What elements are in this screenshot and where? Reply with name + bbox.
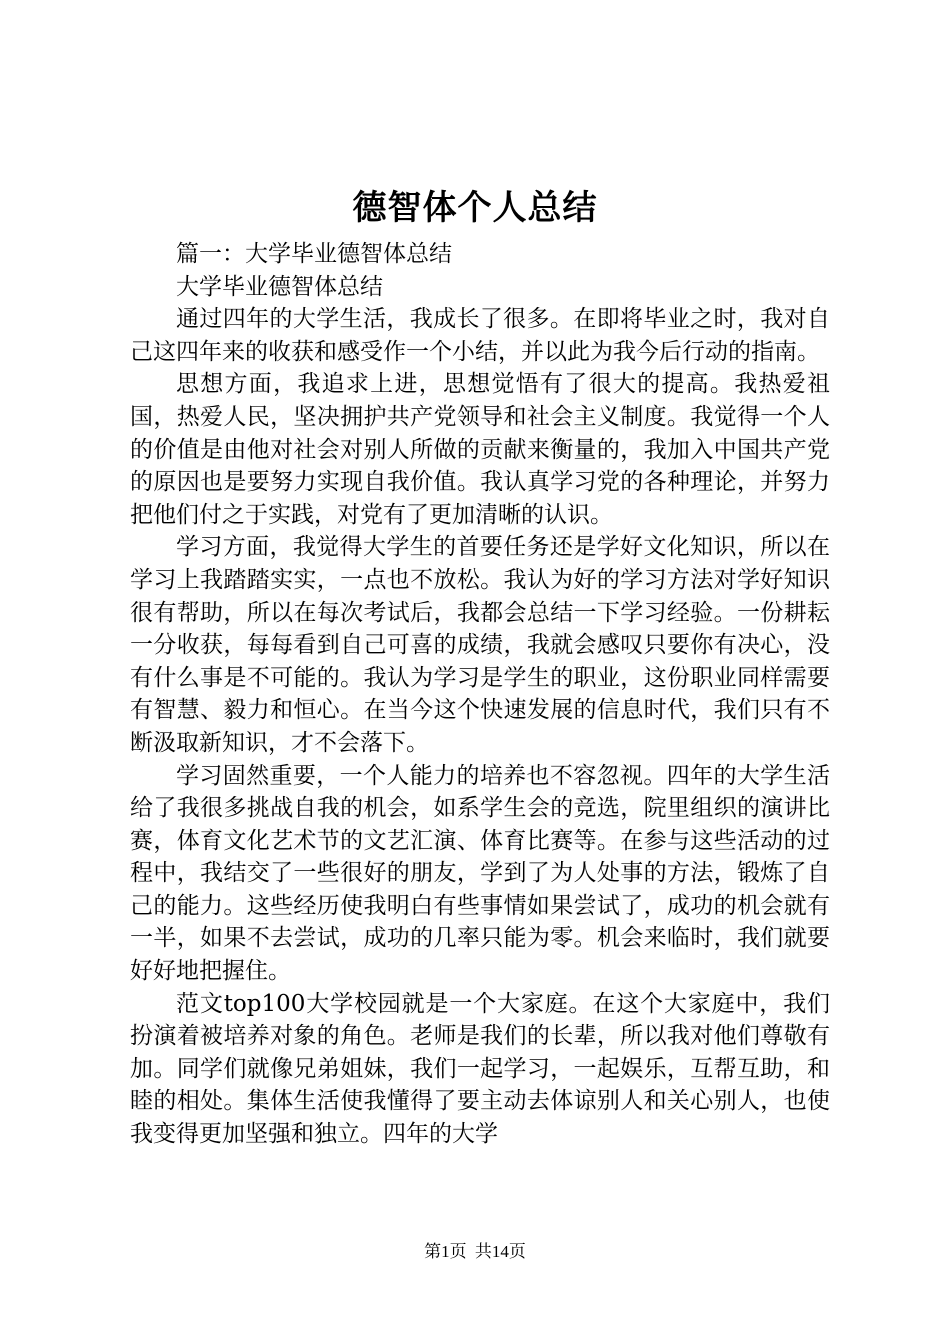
- paragraph-study: 学习方面，我觉得大学生的首要任务还是学好文化知识，所以在学习上我踏踏实实，一点也不放松。我认为好的学习方法对学好知识很有帮助，所以在每次考试后，我都会总结一下学习经验。一份耕耘一分收获，每每看到自己可喜的成绩，我就会感叹只要你有决心，没有什么事是不可能的。我认为学习是学生的职业，这份职业同样需要有智慧、毅力和恒心。在当今这个快速发展的信息时代，我们只有不断汲取新知识，才不会落下。: [130, 534, 830, 756]
- document-body: [130, 238, 830, 1151]
- page-total: 共14页: [474, 1242, 526, 1261]
- paragraph-ability: 学习固然重要，一个人能力的培养也不容忽视。四年的大学生活给了我很多挑战自我的机会，如系学生会的竞选，院里组织的演讲比赛，体育文化艺术节的文艺汇演、体育比赛等。在参与这些活动的过程中，我结交了一些很好的朋友，学到了为人处事的方法，锻炼了自己的能力。这些经历使我明白有些事情如果尝试了，成功的机会就有一半，如果不去尝试，成功的几率只能为零。机会来临时，我们就要好好地把握住。: [130, 762, 830, 985]
- paragraph-campus-life: 范文top100大学校园就是一个大家庭。在这个大家庭中，我们扮演着被培养对象的角色。老师是我们的长辈，所以我对他们尊敬有加。同学们就像兄弟姐妹，我们一起学习，一起娱乐，互帮互助，和睦的相处。集体生活使我懂得了要主动去体谅别人和关心别人，也使我变得更加坚强和独立。四年的大学: [130, 990, 830, 1148]
- page-footer: [0, 1240, 950, 1264]
- section-subheading: 大学毕业德智体总结: [176, 273, 383, 300]
- paragraph-intro: 通过四年的大学生活，我成长了很多。在即将毕业之时，我对自己这四年来的收获和感受作一个小结，并以此为我今后行动的指南。: [130, 306, 830, 365]
- paragraph-thought: 思想方面，我追求上进，思想觉悟有了很大的提高。我热爱祖国，热爱人民，坚决拥护共产党领导和社会主义制度。我觉得一个人的价值是由他对社会对别人所做的贡献来衡量的，我加入中国共产党的原因也是要努力实现自我价值。我认真学习党的各种理论，并努力把他们付之于实践，对党有了更加清晰的认识。: [130, 371, 830, 528]
- document-title: 德智体个人总结: [352, 188, 598, 228]
- section-heading: 篇一：大学毕业德智体总结: [176, 241, 452, 267]
- page-number: 第1页: [424, 1242, 467, 1261]
